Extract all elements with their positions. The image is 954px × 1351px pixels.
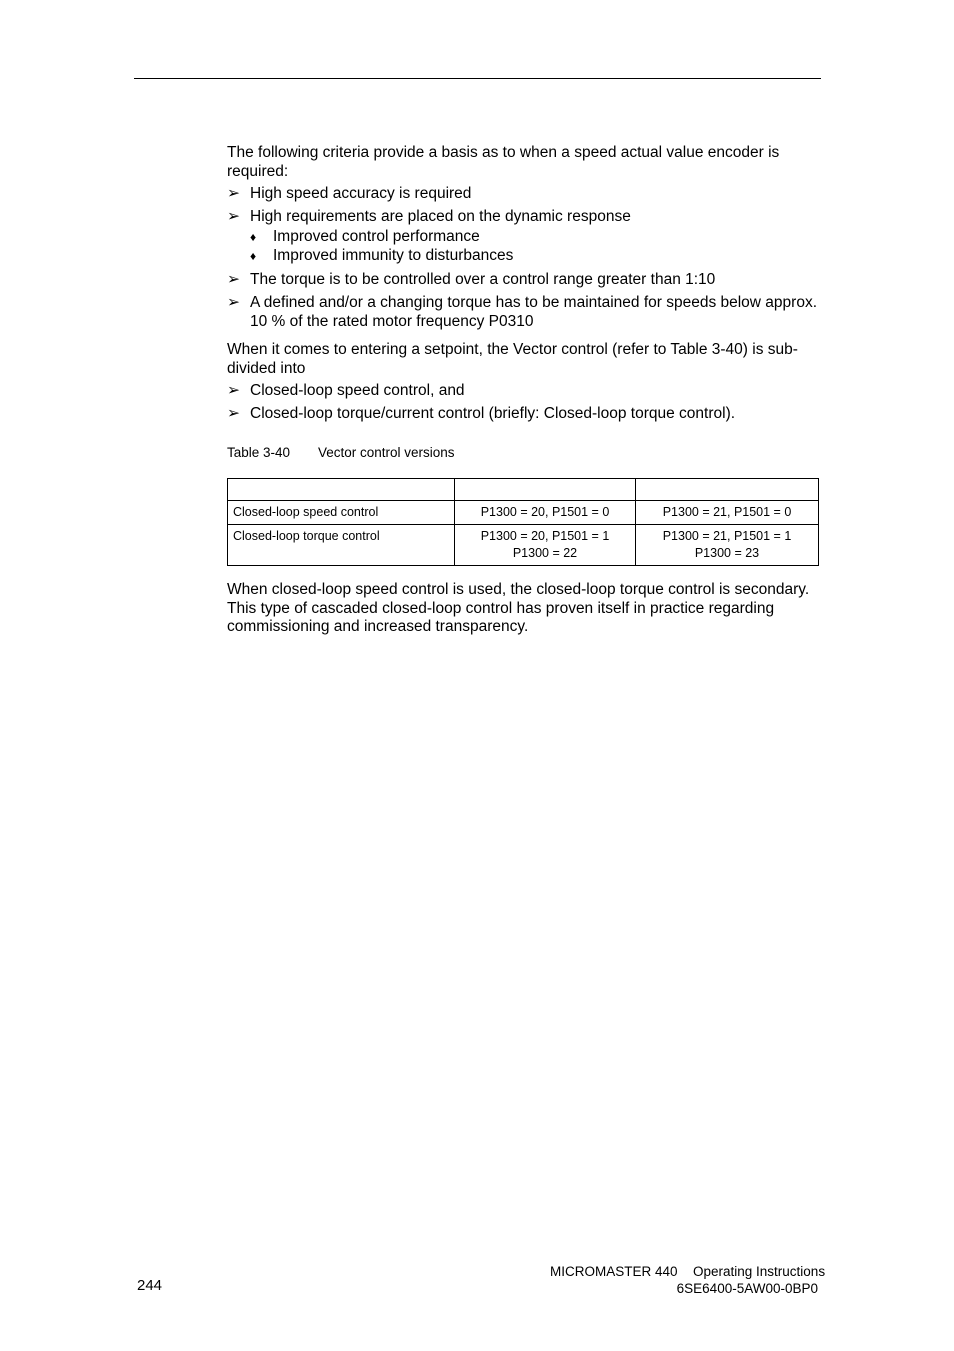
table-cell [455,525,636,566]
table-cell-line: P1300 = 20, P1501 = 1 [480,529,610,543]
page-number: 244 [137,1277,163,1294]
vector-control-table [227,478,819,566]
table-caption [227,445,455,461]
table-header-cell [228,479,455,501]
intro-paragraph: The following criteria provide a basis as to when a speed actual value encoder is required: [227,144,780,180]
footer-doc-type: Operating Instructions [693,1264,826,1279]
closing-paragraph: When closed-loop speed control is used, the closed-loop torque control is secondary. This type of cascaded closed-loop control has proven itself in practice regarding commissioning and increased transparency. [227,581,810,635]
table-header-cell [636,479,819,501]
table-header-row [228,479,819,501]
criteria-text: High requirements are placed on the dynamic response [250,208,631,225]
arrowhead-bullet-icon: ➢ [227,294,240,311]
arrowhead-bullet-icon: ➢ [227,208,240,225]
footer-product: MICROMASTER 440 [550,1264,678,1279]
arrowhead-bullet-icon: ➢ [227,271,240,288]
table-row [228,525,819,566]
arrowhead-bullet-icon: ➢ [227,405,240,422]
table-title: Vector control versions [318,445,455,460]
footer-order-number: 6SE6400-5AW00-0BP0 [676,1281,818,1296]
table-cell-line: P1300 = 21, P1501 = 1 [662,529,792,543]
setpoint-text: Closed-loop torque/current control (briefly: Closed-loop torque control). [250,405,736,422]
table-cell [636,525,819,566]
criteria-text: A defined and/or a changing torque has to be maintained for speeds below approx. 10 % of the rated motor frequency P0310 [250,294,818,330]
table-number: Table 3-40 [227,445,291,460]
header-rule [134,78,821,79]
criteria-subtext: Improved immunity to disturbances [273,247,514,264]
setpoint-intro-paragraph: When it comes to entering a setpoint, the Vector control (refer to Table 3-40) is sub-divided into [227,341,798,377]
table-cell [455,501,636,525]
table-row-label: Closed-loop speed control [228,501,455,525]
table-cell-line: P1300 = 21, P1501 = 0 [662,505,792,519]
arrowhead-bullet-icon: ➢ [227,382,240,399]
diamond-bullet-icon: ♦ [250,230,257,244]
setpoint-text: Closed-loop speed control, and [250,382,465,399]
table-cell-line: P1300 = 22 [512,546,578,560]
criteria-text: High speed accuracy is required [250,185,472,202]
table-header-cell [455,479,636,501]
table-cell-line: P1300 = 20, P1501 = 0 [480,505,610,519]
table-row-label: Closed-loop torque control [228,525,455,566]
diamond-bullet-icon: ♦ [250,249,257,263]
table-cell [636,501,819,525]
arrowhead-bullet-icon: ➢ [227,185,240,202]
table-row [228,501,819,525]
table-cell-line: P1300 = 23 [694,546,760,560]
criteria-subtext: Improved control performance [273,228,480,245]
criteria-text: The torque is to be controlled over a control range greater than 1:10 [250,271,716,288]
